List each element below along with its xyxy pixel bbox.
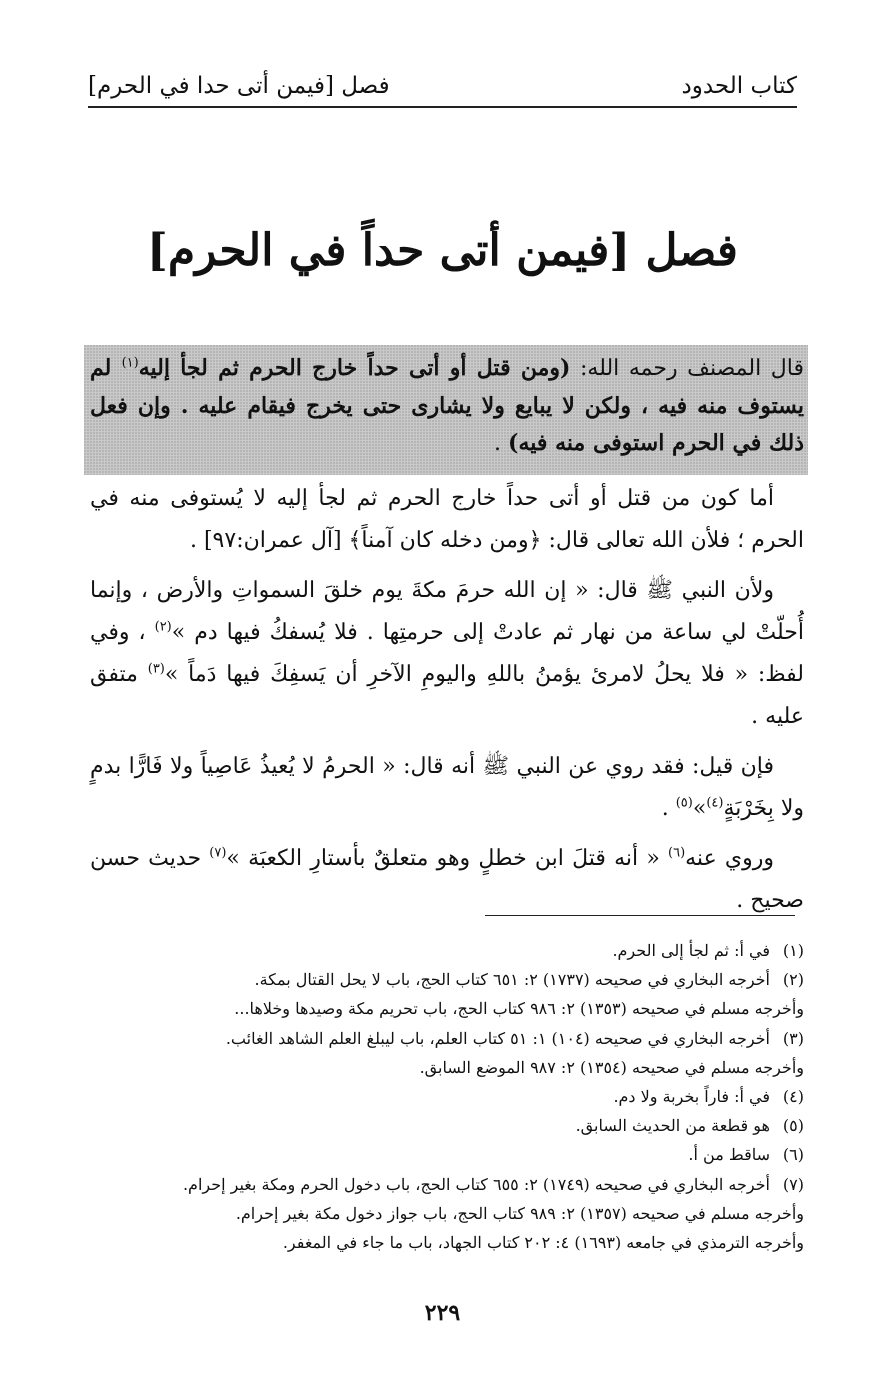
footnote-ref-4: (٤)	[706, 795, 724, 811]
footnotes	[90, 936, 804, 1257]
footnote-text: ساقط من أ.	[688, 1145, 770, 1165]
paragraph-4-text-b: « أنه قتلَ ابن خطلٍ وهو متعلقٌ بأستارِ الكعبَة »	[226, 846, 668, 871]
footnote-number: (٦)	[782, 1145, 804, 1165]
book-title: كتاب الحدود	[681, 72, 797, 99]
commentary-body	[90, 478, 804, 922]
paragraph-2-text-b: ، وفي لفظ: « فلا يحلُ لامرئ يؤمنُ باللهِ واليومِ الآخرِ أن يَسفِكَ فيها دَماً »	[90, 620, 804, 687]
footnote-ref-6: (٦)	[668, 845, 686, 861]
chapter-title: فصل [فيمن أتى حدا في الحرم]	[88, 72, 390, 99]
footnote-text: هو قطعة من الحديث السابق.	[575, 1116, 770, 1136]
footnote-text: في أ: ثم لجأ إلى الحرم.	[612, 941, 770, 960]
footnote-1	[90, 936, 804, 965]
paragraph-4	[90, 838, 804, 922]
footnote-number: (٧)	[782, 1174, 804, 1194]
matn-text	[90, 350, 804, 463]
paragraph-3-text-a: فإن قيل: فقد روي عن النبي ﷺ أنه قال: « الحرمُ لا يُعيذُ عَاصِياً ولا فَارًّا بدمٍ ولا بِخَرْبَةٍ	[90, 754, 804, 821]
footnote-separator	[485, 915, 795, 916]
footnote-3	[90, 1024, 804, 1053]
footnote-2	[90, 965, 804, 994]
footnote-2-continuation: وأخرجه مسلم في صحيحه (١٣٥٣) ٢: ٩٨٦ كتاب الحج، باب تحريم مكة وصيدها وخلاها...	[234, 999, 804, 1019]
footnote-7	[90, 1170, 804, 1199]
paragraph-3-text-b: »	[692, 796, 707, 821]
footnote-ref-2: (٢)	[154, 619, 172, 635]
footnote-4	[90, 1082, 804, 1111]
footnote-ref-5: (٥)	[675, 795, 693, 811]
footnote-7-continuation: وأخرجه الترمذي في جامعه (١٦٩٣) ٤: ٢٠٢ كتاب الجهاد، باب ما جاء في المغفر.	[282, 1233, 804, 1253]
footnote-5	[90, 1111, 804, 1140]
footnote-3-continuation: وأخرجه مسلم في صحيحه (١٣٥٤) ٢: ٩٨٧ الموضع السابق.	[419, 1057, 804, 1077]
page-number: ٢٢٩	[424, 1300, 461, 1326]
footnote-text: أخرجه البخاري في صحيحه (١٧٤٩) ٢: ٦٥٥ كتاب الحج، باب دخول الحرم ومكة بغير إحرام.	[182, 1174, 770, 1194]
footnote-6	[90, 1140, 804, 1169]
matn-end: .	[494, 431, 509, 456]
footnote-7-continuation: وأخرجه مسلم في صحيحه (١٣٥٧) ٢: ٩٨٩ كتاب الحج، باب جواز دخول مكة بغير إحرام.	[235, 1203, 804, 1223]
footnote-number: (٣)	[782, 1028, 804, 1048]
paragraph-3	[90, 746, 804, 830]
matn-quote-part1: (ومن قتل أو أتى حداً خارج الحرم ثم لجأ إليه	[138, 355, 571, 381]
footnote-number: (١)	[782, 941, 804, 960]
footnote-number: (٢)	[782, 970, 804, 990]
footnote-text: أخرجه البخاري في صحيحه (١٧٣٧) ٢: ٦٥١ كتاب الحج، باب لا يحل القتال بمكة.	[254, 970, 770, 990]
footnote-ref-3: (٣)	[147, 661, 165, 677]
paragraph-2-text-a: ولأن النبي ﷺ قال: « إن الله حرمَ مكةَ يوم خلقَ السمواتِ والأرض ، وإنما أُحلّتْ لي ساعة من نهار ثم عادتْ إلى حرمتِها . فلا يُسفكُ فيها دم »	[90, 578, 804, 645]
footnote-text: في أ: فاراً بخربة ولا دم.	[613, 1087, 770, 1107]
paragraph-1: أما كون من قتل أو أتى حداً خارج الحرم ثم لجأ إليه لا يُستوفى منه في الحرم ؛ فلأن الله تعالى قال: ﴿ومن دخله كان آمناً﴾ [آل عمران:٩٧] .	[90, 486, 804, 553]
paragraph-2	[90, 570, 804, 738]
footnote-number: (٥)	[782, 1116, 804, 1136]
footnote-text: أخرجه البخاري في صحيحه (١٠٤) ١: ٥١ كتاب العلم، باب ليبلغ العلم الشاهد الغائب.	[225, 1028, 770, 1048]
paragraph-4-text-a: وروي عنه	[685, 846, 774, 871]
footnote-ref-7: (٧)	[209, 845, 227, 861]
footnote-ref-1: (١)	[121, 355, 139, 371]
section-title: فصل [فيمن أتى حداً في الحرم]	[147, 225, 738, 276]
running-header	[88, 66, 797, 108]
matn-intro: قال المصنف رحمه الله:	[570, 356, 804, 381]
paragraph-4-text-c: حديث حسن صحيح .	[90, 846, 804, 913]
paragraph-2-text-c: متفق عليه .	[90, 662, 804, 729]
paragraph-3-text-c: .	[661, 796, 676, 821]
footnote-number: (٤)	[782, 1087, 804, 1107]
matn-quote-part2: لم يستوف منه فيه ، ولكن لا يبايع ولا يشارى حتى يخرج فيقام عليه . وإن فعل ذلك في الحرم استوفى منه فيه)	[90, 355, 804, 456]
